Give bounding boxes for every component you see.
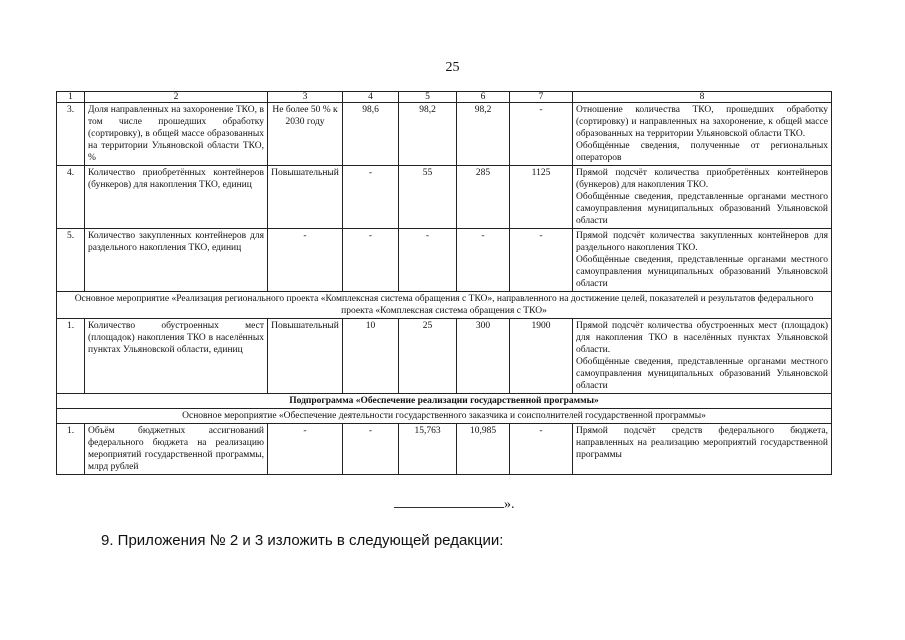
value-cell: -	[510, 424, 573, 475]
description-text: Обобщённые сведения, полученные от региональных операторов	[576, 141, 828, 163]
header-cell: 4	[343, 92, 399, 103]
indicator-name: Количество закупленных контейнеров для раздельного накопления ТКО, единиц	[85, 229, 268, 292]
row-number: 5.	[57, 229, 85, 292]
row-number: 1.	[57, 424, 85, 475]
description-text: Отношение количества ТКО, прошедших обработку (сортировку) и направленных на захоронение, к общей массе образованных на территории Ульяновской области ТКО.	[576, 105, 828, 139]
row-number: 4.	[57, 166, 85, 229]
value-cell: 98,2	[399, 103, 457, 166]
value-cell: 15,763	[399, 424, 457, 475]
section-row	[57, 292, 832, 319]
header-cell: 6	[457, 92, 510, 103]
value-cell: 285	[457, 166, 510, 229]
row-number: 1.	[57, 319, 85, 394]
method-description	[573, 424, 832, 475]
description-text: Обобщённые сведения, представленные органами местного самоуправления муниципальных образований Ульяновской области	[576, 357, 828, 391]
section-title: Основное мероприятие «Реализация регионального проекта «Комплексная система обращения с ТКО», направленного на достижение целей, показателей и результатов федерального проекта «Комплексная система обращения с ТКО»	[57, 292, 832, 319]
description-text: Обобщённые сведения, представленные органами местного самоуправления муниципальных образований Ульяновской области	[576, 192, 828, 226]
method-description	[573, 103, 832, 166]
value-cell: 1125	[510, 166, 573, 229]
value-cell: 10,985	[457, 424, 510, 475]
closing-quote: ».	[504, 497, 515, 512]
target-value: Повышательный	[268, 319, 343, 394]
method-description	[573, 229, 832, 292]
target-value: -	[268, 424, 343, 475]
subprogram-title: Подпрограмма «Обеспечение реализации государственной программы»	[57, 394, 832, 409]
value-cell: 55	[399, 166, 457, 229]
table-row	[57, 103, 832, 166]
value-cell: -	[510, 229, 573, 292]
value-cell: 25	[399, 319, 457, 394]
header-cell: 2	[85, 92, 268, 103]
indicator-name: Доля направленных на захоронение ТКО, в том числе прошедших обработку (сортировку), в общей массе образованных на территории Ульяновской области ТКО, %	[85, 103, 268, 166]
subprogram-row	[57, 394, 832, 409]
value-cell: 98,6	[343, 103, 399, 166]
target-value: Не более 50 % к 2030 году	[268, 103, 343, 166]
value-cell: 300	[457, 319, 510, 394]
value-cell: -	[399, 229, 457, 292]
value-cell: -	[343, 166, 399, 229]
section-title: Основное мероприятие «Обеспечение деятельности государственного заказчика и соисполнителей государственной программы»	[57, 409, 832, 424]
description-text: Прямой подсчёт количества закупленных контейнеров для раздельного накопления ТКО.	[576, 231, 828, 253]
table-row	[57, 424, 832, 475]
description-text: Прямой подсчёт количества приобретённых контейнеров (бункеров) для накопления ТКО.	[576, 168, 828, 190]
target-value: Повышательный	[268, 166, 343, 229]
value-cell: 98,2	[457, 103, 510, 166]
table-row	[57, 166, 832, 229]
value-cell: -	[343, 424, 399, 475]
header-cell: 5	[399, 92, 457, 103]
target-value: -	[268, 229, 343, 292]
header-row	[57, 92, 832, 103]
section-row	[57, 409, 832, 424]
header-cell: 8	[573, 92, 832, 103]
closing-mark	[394, 497, 515, 513]
description-text: Обобщённые сведения, представленные органами местного самоуправления муниципальных образований Ульяновской области	[576, 255, 828, 289]
table-row	[57, 229, 832, 292]
value-cell: 1900	[510, 319, 573, 394]
description-text: Прямой подсчёт количества обустроенных мест (площадок) для накопления ТКО в населённых пунктах Ульяновской области.	[576, 321, 828, 355]
indicator-name: Количество обустроенных мест (площадок) накопления ТКО в населённых пунктах Ульяновской области, единиц	[85, 319, 268, 394]
page-number: 25	[445, 60, 460, 75]
indicators-table	[56, 91, 832, 475]
value-cell: -	[510, 103, 573, 166]
row-number: 3.	[57, 103, 85, 166]
indicator-name: Количество приобретённых контейнеров (бункеров) для накопления ТКО, единиц	[85, 166, 268, 229]
header-cell: 3	[268, 92, 343, 103]
value-cell: -	[457, 229, 510, 292]
header-cell: 1	[57, 92, 85, 103]
value-cell: -	[343, 229, 399, 292]
method-description	[573, 166, 832, 229]
description-text: Прямой подсчёт средств федерального бюджета, направленных на реализацию мероприятий государственной программы	[576, 426, 828, 460]
indicator-name: Объём бюджетных ассигнований федерального бюджета на реализацию мероприятий государственной программы, млрд рублей	[85, 424, 268, 475]
method-description	[573, 319, 832, 394]
amendment-paragraph: 9. Приложения № 2 и 3 изложить в следующей редакции:	[101, 532, 504, 549]
value-cell: 10	[343, 319, 399, 394]
table-row	[57, 319, 832, 394]
signature-line	[394, 507, 504, 508]
header-cell: 7	[510, 92, 573, 103]
